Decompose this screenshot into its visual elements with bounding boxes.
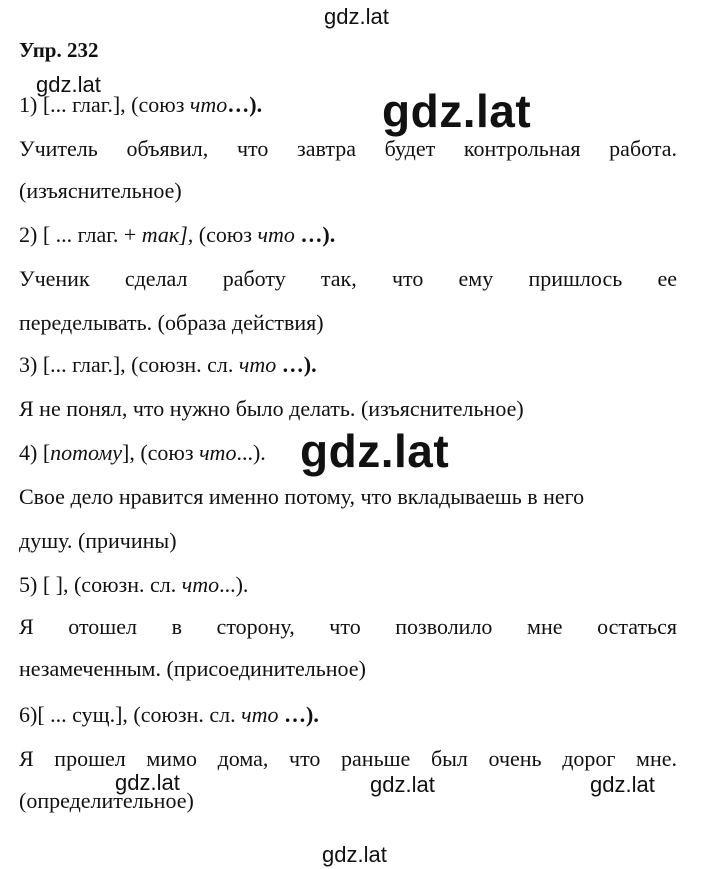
scheme-5: 5) [ ], (союзн. сл. что...). <box>19 572 249 597</box>
scheme-6: 6)[ ... сущ.], (союзн. сл. что …). <box>19 702 319 727</box>
watermark-large-1: gdz.lat <box>382 85 532 137</box>
scheme-4: 4) [потому], (союз что...). <box>19 440 266 465</box>
type-3: (изъяснительное) <box>360 396 524 421</box>
type-6: (определительное) <box>19 788 194 813</box>
scheme-2: 2) [ ... глаг. + так], (союз что …). <box>19 222 336 247</box>
sentence-2-line-2: переделывать. (образа действия) <box>19 310 324 335</box>
watermark-top: gdz.lat <box>324 4 389 29</box>
sentence-5-line-2: незамеченным. (присоединительное) <box>19 656 366 681</box>
watermark-footer: gdz.lat <box>322 842 387 867</box>
watermark-bottom-center: gdz.lat <box>370 772 435 797</box>
sentence-4-line-1: Свое дело нравится именно потому, что вкладываешь в него <box>19 484 585 509</box>
type-4: (причины) <box>77 528 177 553</box>
exercise-title: Упр. 232 <box>19 38 99 62</box>
sentence-1: Учитель объявил, что завтра будет контрольная работа. <box>19 136 677 161</box>
sentence-5-line-1: Я отошел в сторону, что позволило мне остаться <box>19 614 677 639</box>
type-1: (изъяснительное) <box>19 178 182 203</box>
sentence-3: Я не понял, что нужно было делать. (изъяснительное) <box>19 396 524 421</box>
scheme-1: 1) [... глаг.], (союз что…). <box>19 92 263 117</box>
watermark-title-area: gdz.lat <box>36 72 101 97</box>
type-2: (образа действия) <box>157 310 324 335</box>
watermark-bottom-right: gdz.lat <box>590 772 655 797</box>
type-5: (присоединительное) <box>166 656 366 681</box>
sentence-6: Я прошел мимо дома, что раньше был очень дорог мне. <box>19 746 677 771</box>
scheme-3: 3) [... глаг.], (союзн. сл. что …). <box>19 352 317 377</box>
sentence-4-line-2: душу. (причины) <box>19 528 177 553</box>
sentence-2-line-1: Ученик сделал работу так, что ему пришлось ее <box>19 266 677 291</box>
watermark-large-2: gdz.lat <box>300 425 450 477</box>
watermark-bottom-left: gdz.lat <box>115 770 180 795</box>
